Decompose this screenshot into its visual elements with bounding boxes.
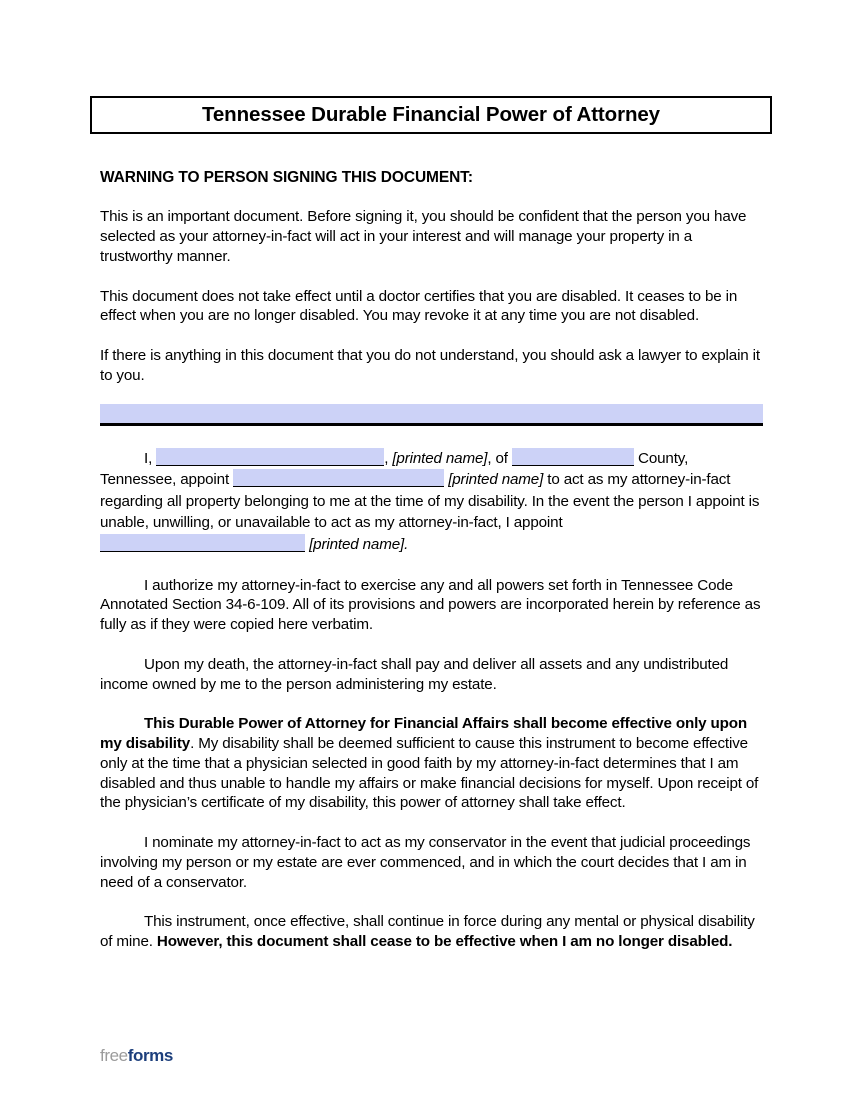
form-sep-after-name: , — [384, 449, 393, 467]
logo-forms-text: forms — [127, 1046, 173, 1065]
freeforms-logo — [100, 1046, 173, 1066]
form-lead-i: I, — [144, 449, 153, 467]
paragraph-ask-lawyer: If there is anything in this document that you do not understand, you should ask a lawyer to explain it to you. — [100, 347, 760, 384]
principal-name-field[interactable] — [156, 448, 384, 466]
paragraph-effective-upon-disability — [100, 714, 763, 813]
form-county-tennessee-label: County, Tennessee, appoint — [100, 449, 689, 489]
paragraph-important-document: This is an important document. Before signing it, you should be confident that the person you have selected as your attorney-in-fact will act in your interest and will manage your property in a trustworthy manner. — [100, 208, 747, 265]
printed-name-label-3: [printed name]. — [309, 535, 409, 553]
paragraph-authorize-powers: I authorize my attorney-in-fact to exercise any and all powers set forth in Tennessee Code Annotated Section 34-6-109. All of its provisions and powers are incorporated herein by reference as fully as if they were copied here verbatim. — [100, 576, 761, 634]
printed-name-label-1: [printed name] — [392, 449, 488, 467]
page-title: Tennessee Durable Financial Power of Attorney — [201, 103, 660, 126]
form-of-label: , of — [487, 449, 512, 467]
paragraph-takes-effect: This document does not take effect until a doctor certifies that you are disabled. It ceases to be in effect when you are no longer disabled. You may revoke it at any time you are not disabled. — [100, 287, 738, 325]
logo-free-text: free — [100, 1046, 128, 1065]
appointment-form-block — [100, 448, 763, 556]
paragraph-upon-my-death: Upon my death, the attorney-in-fact shall pay and deliver all assets and any undistributed income owned by me to the person administering my estate. — [100, 655, 729, 693]
document-title-box — [90, 96, 772, 134]
attorney-in-fact-field[interactable] — [233, 469, 444, 487]
top-fillable-bar[interactable] — [100, 404, 763, 426]
effective-clause-rest: . My disability shall be deemed sufficient to cause this instrument to become effective only at the time that a physician selected in good faith by my attorney-in-fact determines that I am disabled and thus unable to handle my affairs or make financial decisions for myself. Upon receipt of the physician’s certificate of my disability, this power of attorney shall take effect. — [100, 735, 759, 812]
warning-heading: WARNING TO PERSON SIGNING THIS DOCUMENT: — [100, 169, 473, 186]
instrument-clause-start: This instrument, once effective, shall continue in force during any mental or physical disability of mine. — [100, 913, 755, 951]
form-to-act-text: to act as my attorney-in-fact regarding all property belonging to me at the time of my disability. In the event the person I appoint is unable, unwilling, or unavailable to act as my attorney-in-fact, I appoint — [100, 471, 760, 532]
effective-clause-bold: This Durable Power of Attorney for Financial Affairs shall become effective only upon my disability — [100, 715, 748, 753]
instrument-clause-bold: However, this document shall cease to be effective when I am no longer disabled. — [156, 933, 733, 951]
document-body — [100, 168, 763, 972]
printed-name-label-2: [printed name] — [448, 471, 544, 489]
paragraph-nominate-conservator: I nominate my attorney-in-fact to act as my conservator in the event that judicial proceedings involving my person or my estate are ever commenced, and in which the court decides that I am in need of a conservator. — [100, 834, 751, 891]
alternate-attorney-in-fact-field[interactable] — [100, 534, 305, 552]
paragraph-instrument-continues — [100, 912, 763, 952]
county-field[interactable] — [512, 448, 634, 466]
